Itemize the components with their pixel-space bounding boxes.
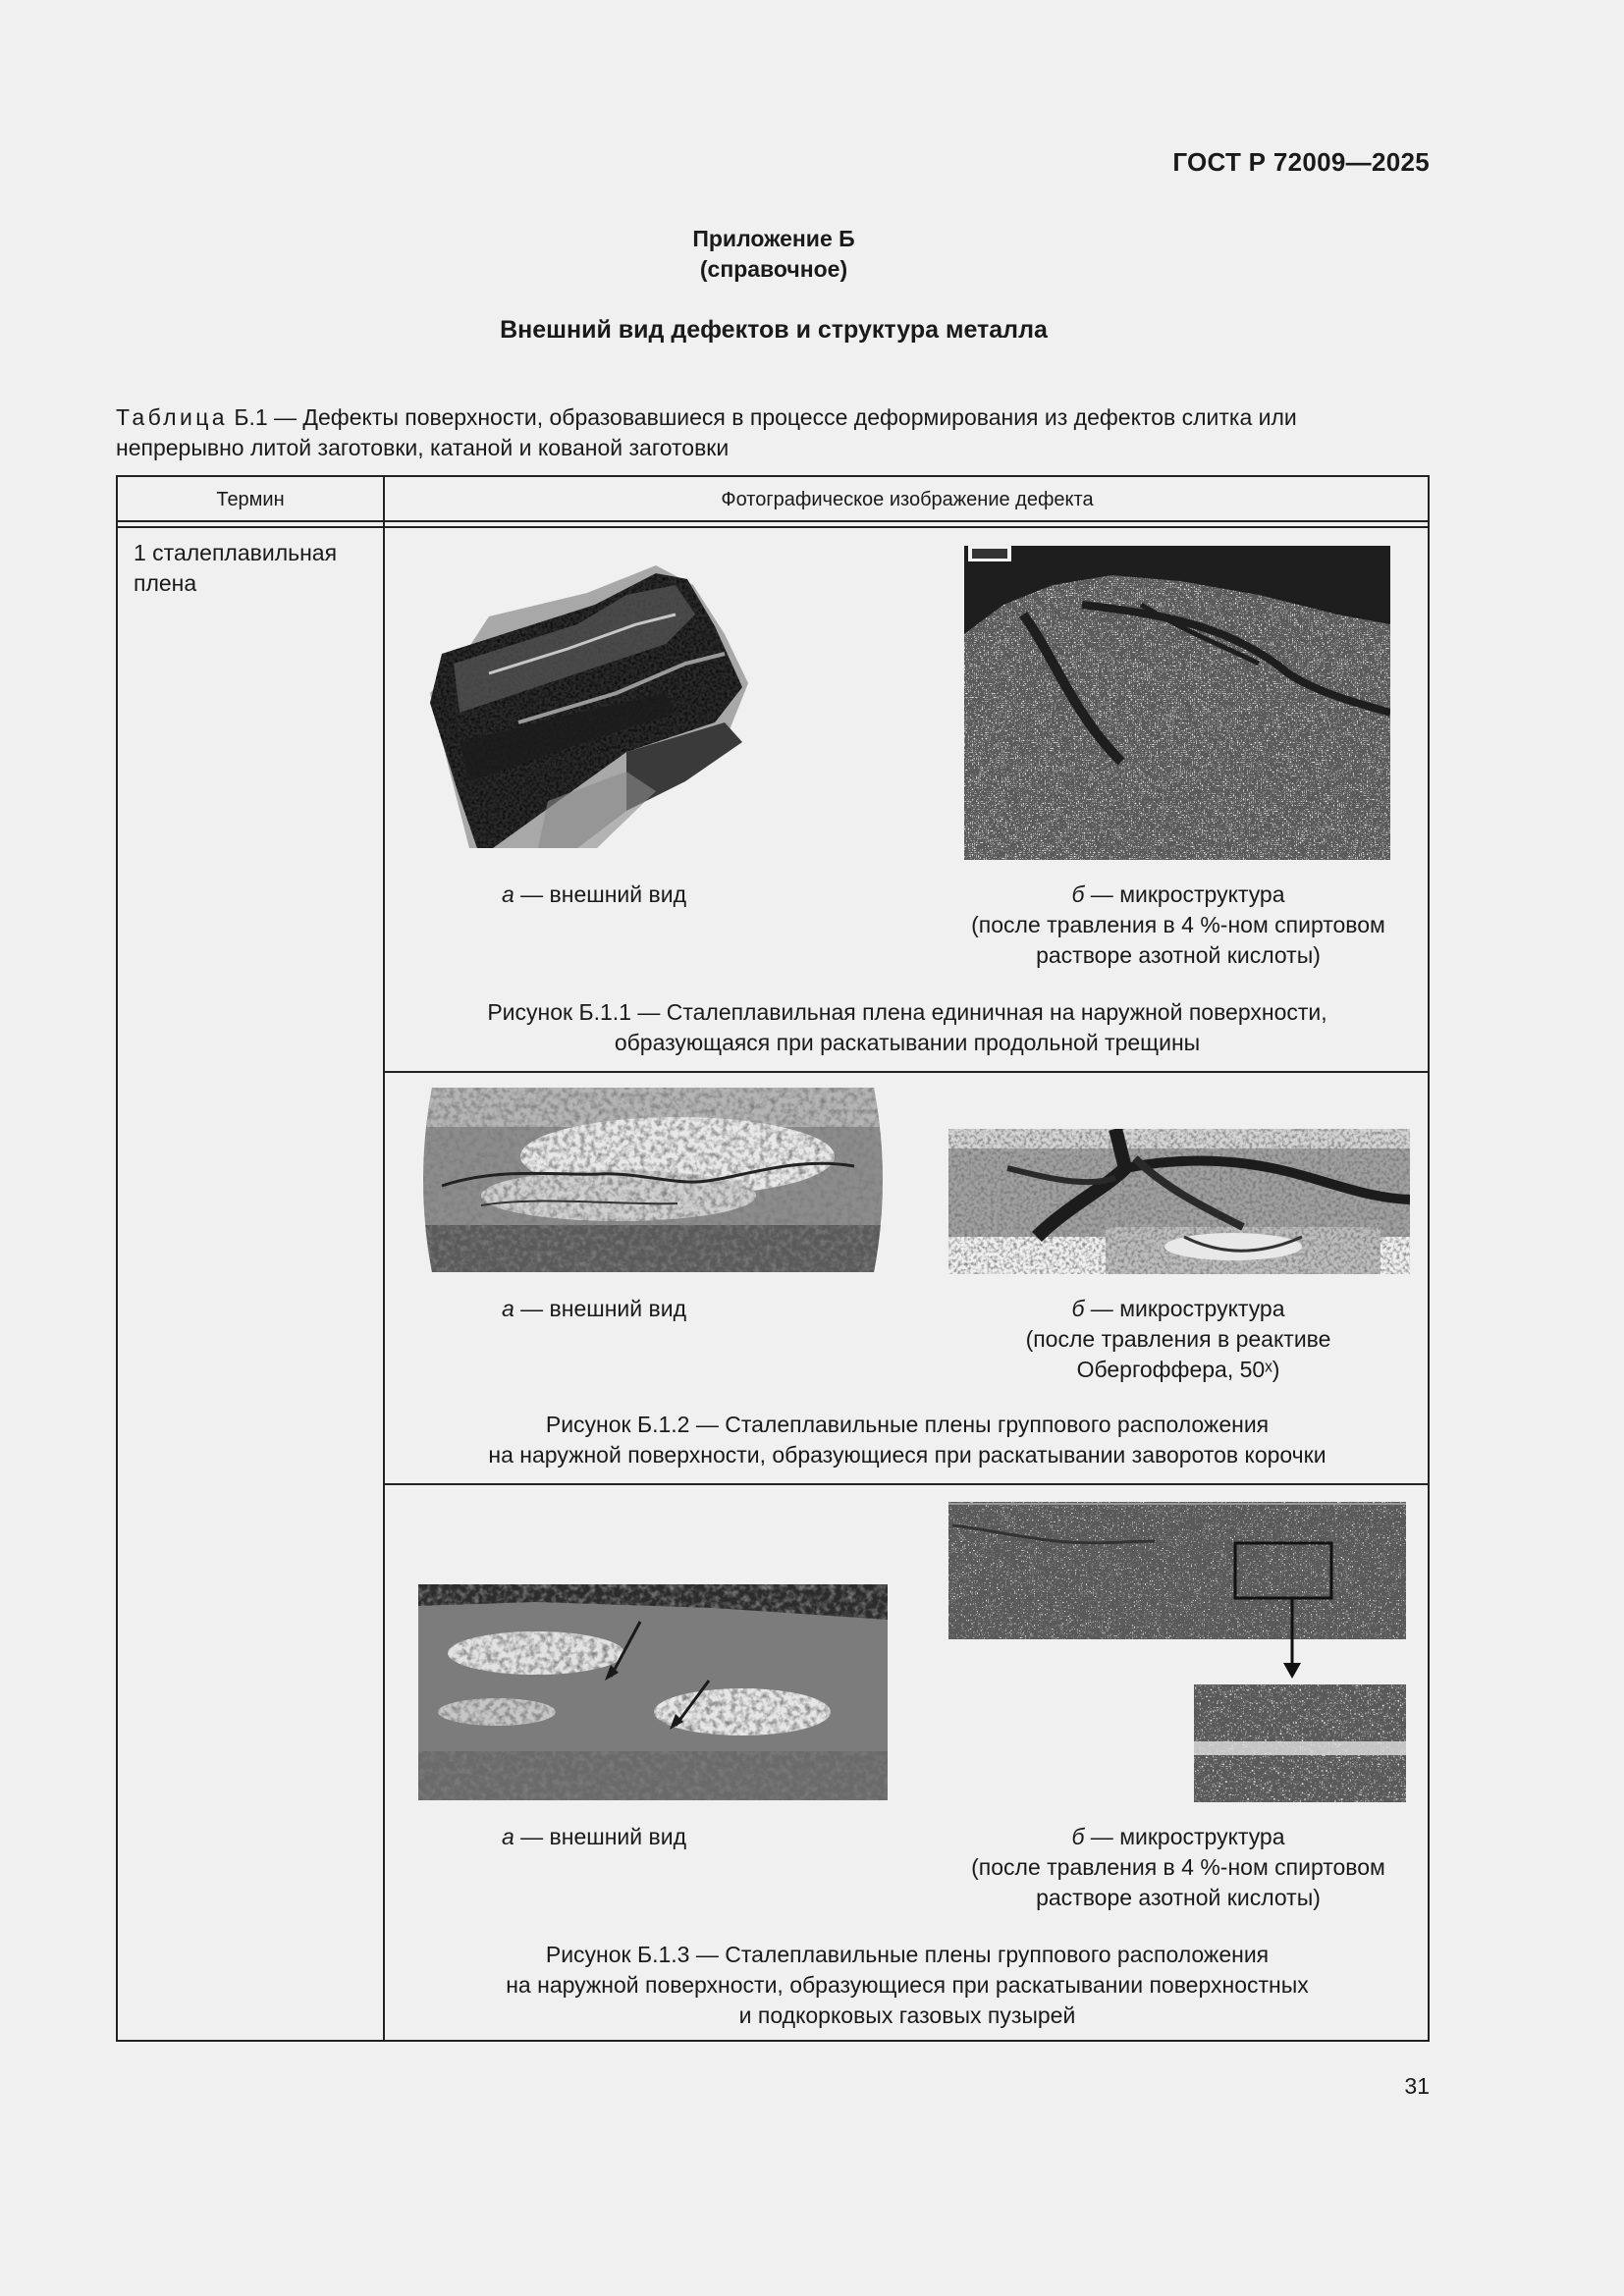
caption-1b-text: — микроструктура — [1084, 881, 1285, 907]
photo-1b-microstructure — [964, 546, 1390, 860]
caption-2b-etch: (после травления в реактиве — [1025, 1326, 1331, 1352]
caption-1a-text: — внешний вид — [514, 881, 686, 907]
defects-table — [116, 475, 1430, 2042]
column-header-photo: Фотографическое изображение дефекта — [721, 489, 1094, 510]
photo-3b-microstructure — [948, 1502, 1416, 1802]
table-caption — [116, 402, 1432, 463]
caption-1b-etch-cont: растворе азотной кислоты) — [1036, 942, 1321, 968]
column-header-term: Термин — [216, 489, 285, 510]
caption-2a-text: — внешний вид — [514, 1296, 686, 1321]
photo-3a-external-view — [418, 1584, 888, 1800]
term-cell — [134, 538, 369, 599]
figure-title-3-line1: Рисунок Б.1.3 — Сталеплавильные плены группового расположения — [545, 1942, 1270, 1967]
section-title: Внешний вид дефектов и структура металла — [500, 316, 1048, 344]
figure-title-1 — [385, 997, 1430, 1058]
caption-1a-letter: а — [501, 881, 514, 907]
figure-title-2-line1: Рисунок Б.1.2 — Сталеплавильные плены группового расположения — [545, 1412, 1270, 1437]
document-code: ГОСТ Р 72009—2025 — [1172, 147, 1430, 177]
row-divider-1 — [383, 1071, 1428, 1073]
table-caption-text-cont: непрерывно литой заготовки, катаной и кованой заготовки — [116, 435, 730, 460]
caption-3b-etch-cont: растворе азотной кислоты) — [1036, 1885, 1321, 1910]
caption-2b-letter: б — [1071, 1296, 1085, 1321]
caption-2b — [933, 1294, 1424, 1385]
caption-1a — [452, 880, 736, 910]
caption-3a-letter: а — [501, 1824, 514, 1849]
caption-3b — [933, 1822, 1424, 1913]
row-divider-2 — [383, 1483, 1428, 1485]
caption-2b-text: — микроструктура — [1084, 1296, 1285, 1321]
header-divider-top — [118, 520, 1428, 522]
figure-title-3 — [385, 1940, 1430, 2031]
caption-3b-etch: (после травления в 4 %-ном спиртовом — [971, 1854, 1385, 1880]
appendix-status: (справочное) — [699, 256, 848, 282]
table-caption-text: Б.1 — Дефекты поверхности, образовавшиеся в процессе деформирования из дефектов слитка или — [227, 404, 1297, 430]
figure-title-1-line1: Рисунок Б.1.1 — Сталеплавильная плена единичная на наружной поверхности, — [487, 999, 1327, 1025]
caption-1b — [933, 880, 1424, 971]
photo-2b-microstructure — [948, 1129, 1410, 1274]
figure-title-3-line3: и подкорковых газовых пузырей — [738, 2002, 1076, 2028]
caption-1b-etch: (после травления в 4 %-ном спиртовом — [971, 912, 1385, 937]
header-divider-bottom — [118, 526, 1428, 528]
appendix-title: Приложение Б — [692, 226, 855, 251]
caption-2a — [452, 1294, 736, 1324]
table-caption-label: Таблица — [116, 404, 228, 430]
term-name: 1 сталеплавильная — [134, 540, 338, 565]
caption-1b-letter: б — [1071, 881, 1085, 907]
column-divider — [383, 477, 385, 2040]
term-name-cont: плена — [134, 570, 197, 596]
page-number: 31 — [1404, 2073, 1430, 2099]
caption-2b-etch-cont: Обергоффера, 50ˣ) — [1076, 1357, 1280, 1382]
caption-2a-letter: а — [501, 1296, 514, 1321]
figure-title-1-line2: образующаяся при раскатывании продольной трещины — [614, 1030, 1201, 1055]
photo-2a-external-view — [422, 1088, 884, 1272]
caption-3b-letter: б — [1071, 1824, 1085, 1849]
appendix-heading — [0, 224, 1547, 285]
caption-3a-text: — внешний вид — [514, 1824, 686, 1849]
photo-1a-external-view — [430, 556, 754, 848]
figure-title-2-line2: на наружной поверхности, образующиеся при раскатывании заворотов корочки — [488, 1442, 1326, 1468]
figure-title-3-line2: на наружной поверхности, образующиеся при раскатывании поверхностных — [506, 1972, 1309, 1998]
caption-3a — [452, 1822, 736, 1852]
figure-title-2 — [385, 1410, 1430, 1470]
caption-3b-text: — микроструктура — [1084, 1824, 1285, 1849]
